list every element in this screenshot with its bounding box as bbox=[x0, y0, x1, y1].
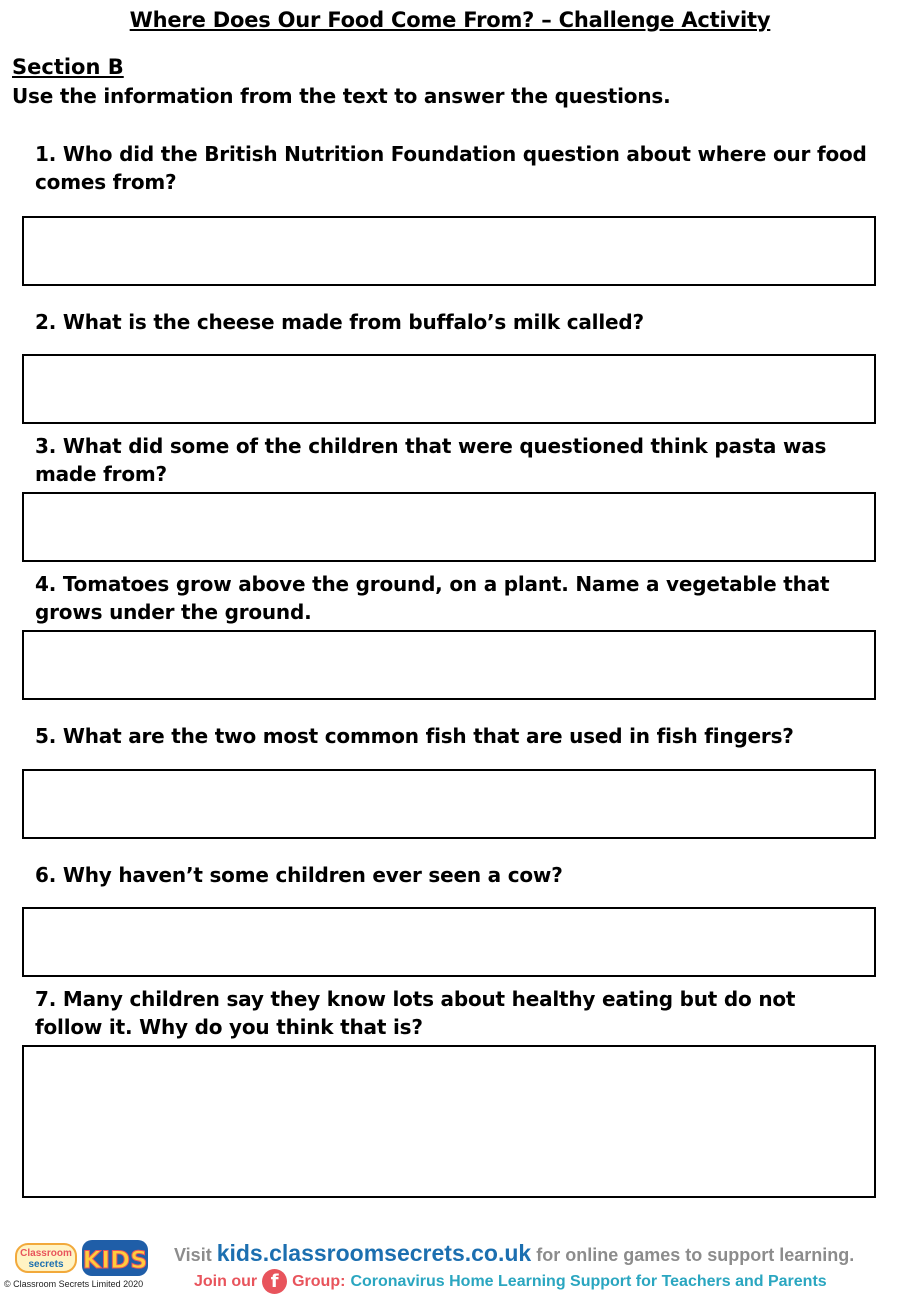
question-3-line-2: made from? bbox=[35, 462, 167, 486]
question-6-line-1: 6. Why haven’t some children ever seen a cow? bbox=[35, 863, 563, 887]
question-7-line-2: follow it. Why do you think that is? bbox=[35, 1015, 423, 1039]
visit-tail: for online games to support learning. bbox=[536, 1245, 855, 1265]
logo-word-classroom: Classroom bbox=[20, 1248, 72, 1259]
facebook-group-link[interactable]: Coronavirus Home Learning Support for Teachers and Parents bbox=[350, 1272, 827, 1290]
answer-box-6[interactable] bbox=[22, 907, 876, 977]
question-3-line-1: 3. What did some of the children that were questioned think pasta was bbox=[35, 434, 827, 458]
question-6 bbox=[35, 861, 875, 889]
answer-box-5[interactable] bbox=[22, 769, 876, 839]
question-4-line-2: grows under the ground. bbox=[35, 600, 312, 624]
classroom-secrets-kids-logo bbox=[14, 1238, 154, 1278]
question-4-line-1: 4. Tomatoes grow above the ground, on a plant. Name a vegetable that bbox=[35, 572, 830, 596]
visit-label: Visit bbox=[174, 1245, 212, 1265]
answer-box-3[interactable] bbox=[22, 492, 876, 562]
join-label: Join our bbox=[194, 1272, 258, 1290]
page-title: Where Does Our Food Come From? – Challenge Activity bbox=[129, 8, 771, 32]
logo-kids-text: KIDS bbox=[82, 1246, 148, 1274]
instructions: Use the information from the text to answer the questions. bbox=[12, 84, 671, 108]
question-1-line-2: comes from? bbox=[35, 170, 177, 194]
footer-join-line bbox=[194, 1269, 827, 1294]
logo-word-secrets: secrets bbox=[28, 1259, 64, 1270]
question-7-line-1: 7. Many children say they know lots about healthy eating but do not bbox=[35, 987, 796, 1011]
question-2 bbox=[35, 308, 875, 336]
question-4 bbox=[35, 570, 875, 626]
answer-box-4[interactable] bbox=[22, 630, 876, 700]
website-link[interactable]: kids.classroomsecrets.co.uk bbox=[216, 1240, 532, 1266]
answer-box-7[interactable] bbox=[22, 1045, 876, 1198]
copyright-notice: © Classroom Secrets Limited 2020 bbox=[4, 1279, 144, 1289]
question-1-line-1: 1. Who did the British Nutrition Foundation question about where our food bbox=[35, 142, 867, 166]
section-heading: Section B bbox=[12, 55, 124, 79]
footer-visit-line bbox=[174, 1240, 854, 1267]
question-5 bbox=[35, 722, 875, 750]
question-7 bbox=[35, 985, 875, 1041]
question-5-line-1: 5. What are the two most common fish that are used in fish fingers? bbox=[35, 724, 794, 748]
answer-box-1[interactable] bbox=[22, 216, 876, 286]
answer-box-2[interactable] bbox=[22, 354, 876, 424]
question-3 bbox=[35, 432, 875, 488]
facebook-icon[interactable]: f bbox=[262, 1269, 287, 1294]
question-2-line-1: 2. What is the cheese made from buffalo’s milk called? bbox=[35, 310, 644, 334]
question-1 bbox=[35, 140, 875, 196]
group-label: Group: bbox=[292, 1272, 346, 1290]
